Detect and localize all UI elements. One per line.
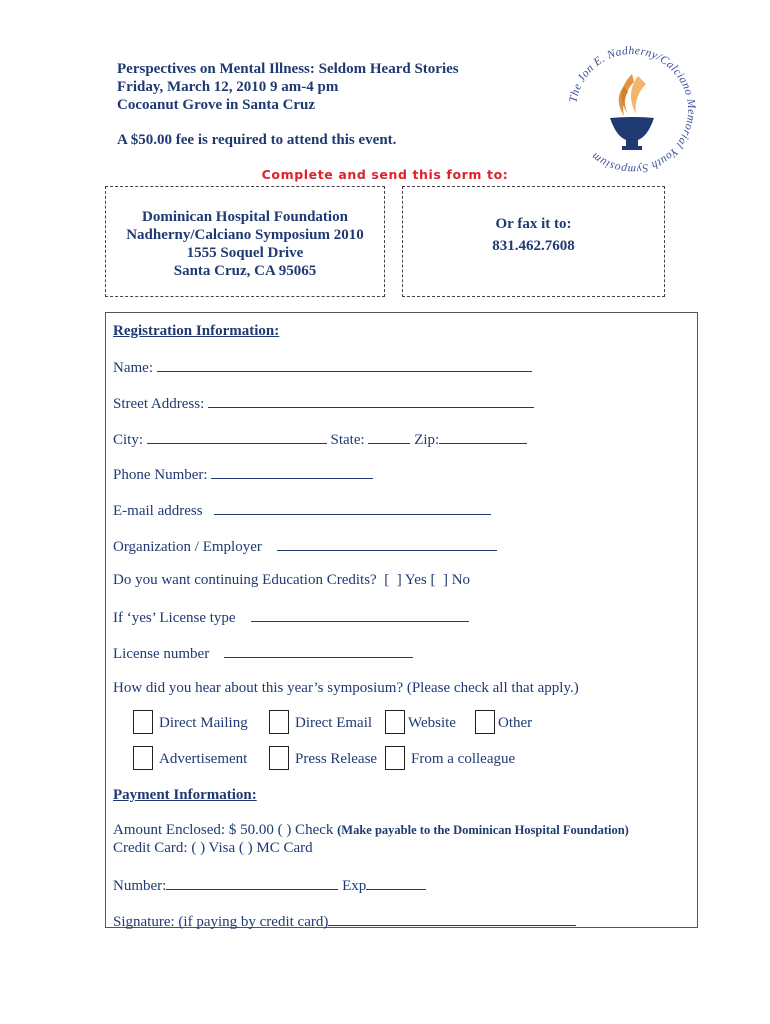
website-checkbox[interactable] [385,710,405,734]
bowl-icon [610,117,654,150]
card-number-field[interactable] [166,875,338,890]
send-instruction: Complete and send this form to: [261,167,509,182]
phone-row [113,464,373,484]
address-line: Nadherny/Calciano Symposium 2010 [126,227,364,243]
address-line: Dominican Hospital Foundation [142,209,348,225]
address-line: 1555 Soquel Drive [186,245,304,261]
option-label: Website [408,715,456,731]
amount-row [113,821,629,839]
payment-heading: Payment Information: [113,787,257,803]
phone-field[interactable] [211,464,373,479]
license-type-row [113,607,469,627]
name-row [113,357,532,377]
option-label: Advertisement [159,751,248,767]
payable-note: (Make payable to the Dominican Hospital Foundation) [337,823,629,837]
credit-card-row[interactable]: Credit Card: ( ) Visa ( ) MC Card [113,840,313,856]
street-field[interactable] [208,393,534,408]
org-field[interactable] [277,536,497,551]
event-date: Friday, March 12, 2010 9 am-4 pm [117,79,339,95]
ce-credits-question[interactable]: Do you want continuing Education Credits? [ ] Yes [ ] No [113,572,471,588]
direct-email-checkbox[interactable] [269,710,289,734]
fax-box [402,186,665,297]
hear-question: How did you hear about this year’s symposium? (Please check all that apply.) [113,680,579,696]
email-field[interactable] [214,500,491,515]
fax-number: 831.462.7608 [492,238,575,254]
symposium-logo [562,40,702,180]
amount-text: Amount Enclosed: $ 50.00 ( ) Check [113,822,338,838]
email-row [113,500,491,520]
signature-field[interactable] [328,911,576,926]
city-label: City: [113,432,144,448]
direct-mailing-checkbox[interactable] [133,710,153,734]
license-number-label: License number [113,646,210,662]
street-label: Street Address: [113,396,205,412]
flame-icon [619,74,646,116]
card-number-row [113,875,426,895]
svg-text:The Jon E. Nadherny/Calciano M [567,45,697,175]
option-label: Other [498,715,533,731]
press-release-checkbox[interactable] [269,746,289,770]
colleague-checkbox[interactable] [385,746,405,770]
state-field[interactable] [368,429,410,444]
zip-label: Zip: [414,432,440,448]
signature-row [113,911,576,931]
license-type-label: If ‘yes’ License type [113,610,236,626]
advertisement-checkbox[interactable] [133,746,153,770]
name-field[interactable] [157,357,532,372]
number-label: Number: [113,878,167,894]
zip-field[interactable] [439,429,527,444]
option-label: Direct Mailing [159,715,248,731]
registration-heading: Registration Information: [113,323,280,339]
event-title: Perspectives on Mental Illness: Seldom Heard Stories [117,61,459,77]
exp-label: Exp [342,878,367,894]
other-checkbox[interactable] [475,710,495,734]
fax-label: Or fax it to: [495,216,572,232]
address-line: Santa Cruz, CA 95065 [173,263,317,279]
city-field[interactable] [147,429,327,444]
org-label: Organization / Employer [113,539,262,555]
license-number-row [113,643,413,663]
license-type-field[interactable] [251,607,469,622]
option-label: From a colleague [411,751,516,767]
option-label: Direct Email [295,715,373,731]
org-row [113,536,497,556]
street-row [113,393,534,413]
event-venue: Cocoanut Grove in Santa Cruz [117,97,316,113]
city-row [113,429,527,449]
license-number-field[interactable] [224,643,413,658]
phone-label: Phone Number: [113,467,208,483]
event-fee: A $50.00 fee is required to attend this event. [117,132,397,148]
email-label: E-mail address [113,503,203,519]
name-label: Name: [113,360,153,376]
logo-ring-text: The Jon E. Nadherny/Calciano Memorial Youth Symposium [567,44,698,176]
mailing-address-box [105,186,385,297]
state-label: State: [330,432,365,448]
signature-label: Signature: (if paying by credit card) [113,914,329,930]
exp-field[interactable] [366,875,426,890]
option-label: Press Release [295,751,378,767]
